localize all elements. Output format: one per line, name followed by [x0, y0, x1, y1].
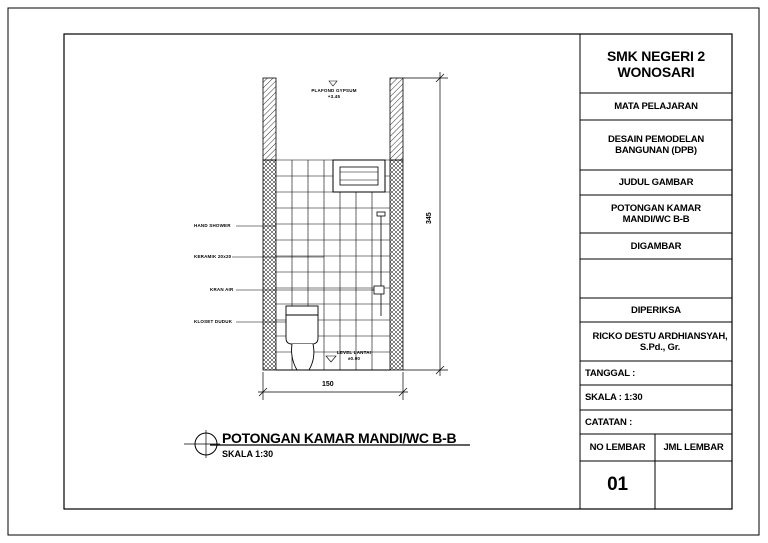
- subject-name: DESAIN PEMODELAN BANGUNAN (DPB): [607, 134, 705, 156]
- drawn-header: DIGAMBAR: [630, 240, 682, 252]
- floor-label: LEVEL LANTAI ±0.00: [336, 350, 372, 361]
- ceiling-level-marker: [329, 81, 337, 86]
- height-dimension-value: 345: [426, 212, 433, 224]
- shower-label: HAND SHOWER: [194, 223, 231, 228]
- scale-label: SKALA : 1:30: [585, 392, 643, 403]
- sheet-total-header: JML LEMBAR: [663, 442, 724, 453]
- ceiling-label: PLAFOND GYPSUM +3.45: [311, 88, 357, 99]
- sheet-no-header: NO LEMBAR: [589, 442, 646, 453]
- checked-by: RICKO DESTU ARDHIANSYAH, S.Pd., Gr.: [592, 330, 728, 353]
- faucet: [372, 286, 384, 294]
- faucet-label: KRAN AIR: [210, 287, 234, 292]
- left-wall-lower: [263, 160, 276, 370]
- toilet-label: KLOSET DUDUK: [194, 319, 233, 324]
- drawing-title: POTONGAN KAMAR MANDI/WC B-B: [611, 203, 701, 225]
- sheet-number: 01: [607, 474, 628, 495]
- window-inner: [340, 167, 378, 185]
- sheet-total: [655, 461, 732, 509]
- tile-label: KERAMIK 20x20: [194, 254, 232, 259]
- subject-header: MATA PELAJARAN: [614, 101, 698, 112]
- right-wall-upper: [390, 78, 403, 160]
- checked-header: DIPERIKSA: [631, 304, 681, 316]
- drawing-title-header: JUDUL GAMBAR: [618, 177, 694, 188]
- notes-label: CATATAN :: [585, 416, 633, 428]
- width-dimension-value: 150: [322, 381, 334, 388]
- drawn-by: [580, 259, 732, 298]
- drawing-scale: SKALA 1:30: [222, 449, 274, 459]
- title-block: [580, 34, 732, 509]
- height-dimension: [403, 72, 448, 376]
- hand-shower: [375, 212, 385, 316]
- left-wall-upper: [263, 78, 276, 160]
- date-label: TANGGAL :: [585, 367, 636, 379]
- drawing-caption: POTONGAN KAMAR MANDI/WC B-B: [222, 430, 457, 446]
- toilet: [286, 306, 318, 370]
- school-name: SMK NEGERI 2 WONOSARI: [607, 47, 705, 80]
- right-wall-lower: [390, 160, 403, 370]
